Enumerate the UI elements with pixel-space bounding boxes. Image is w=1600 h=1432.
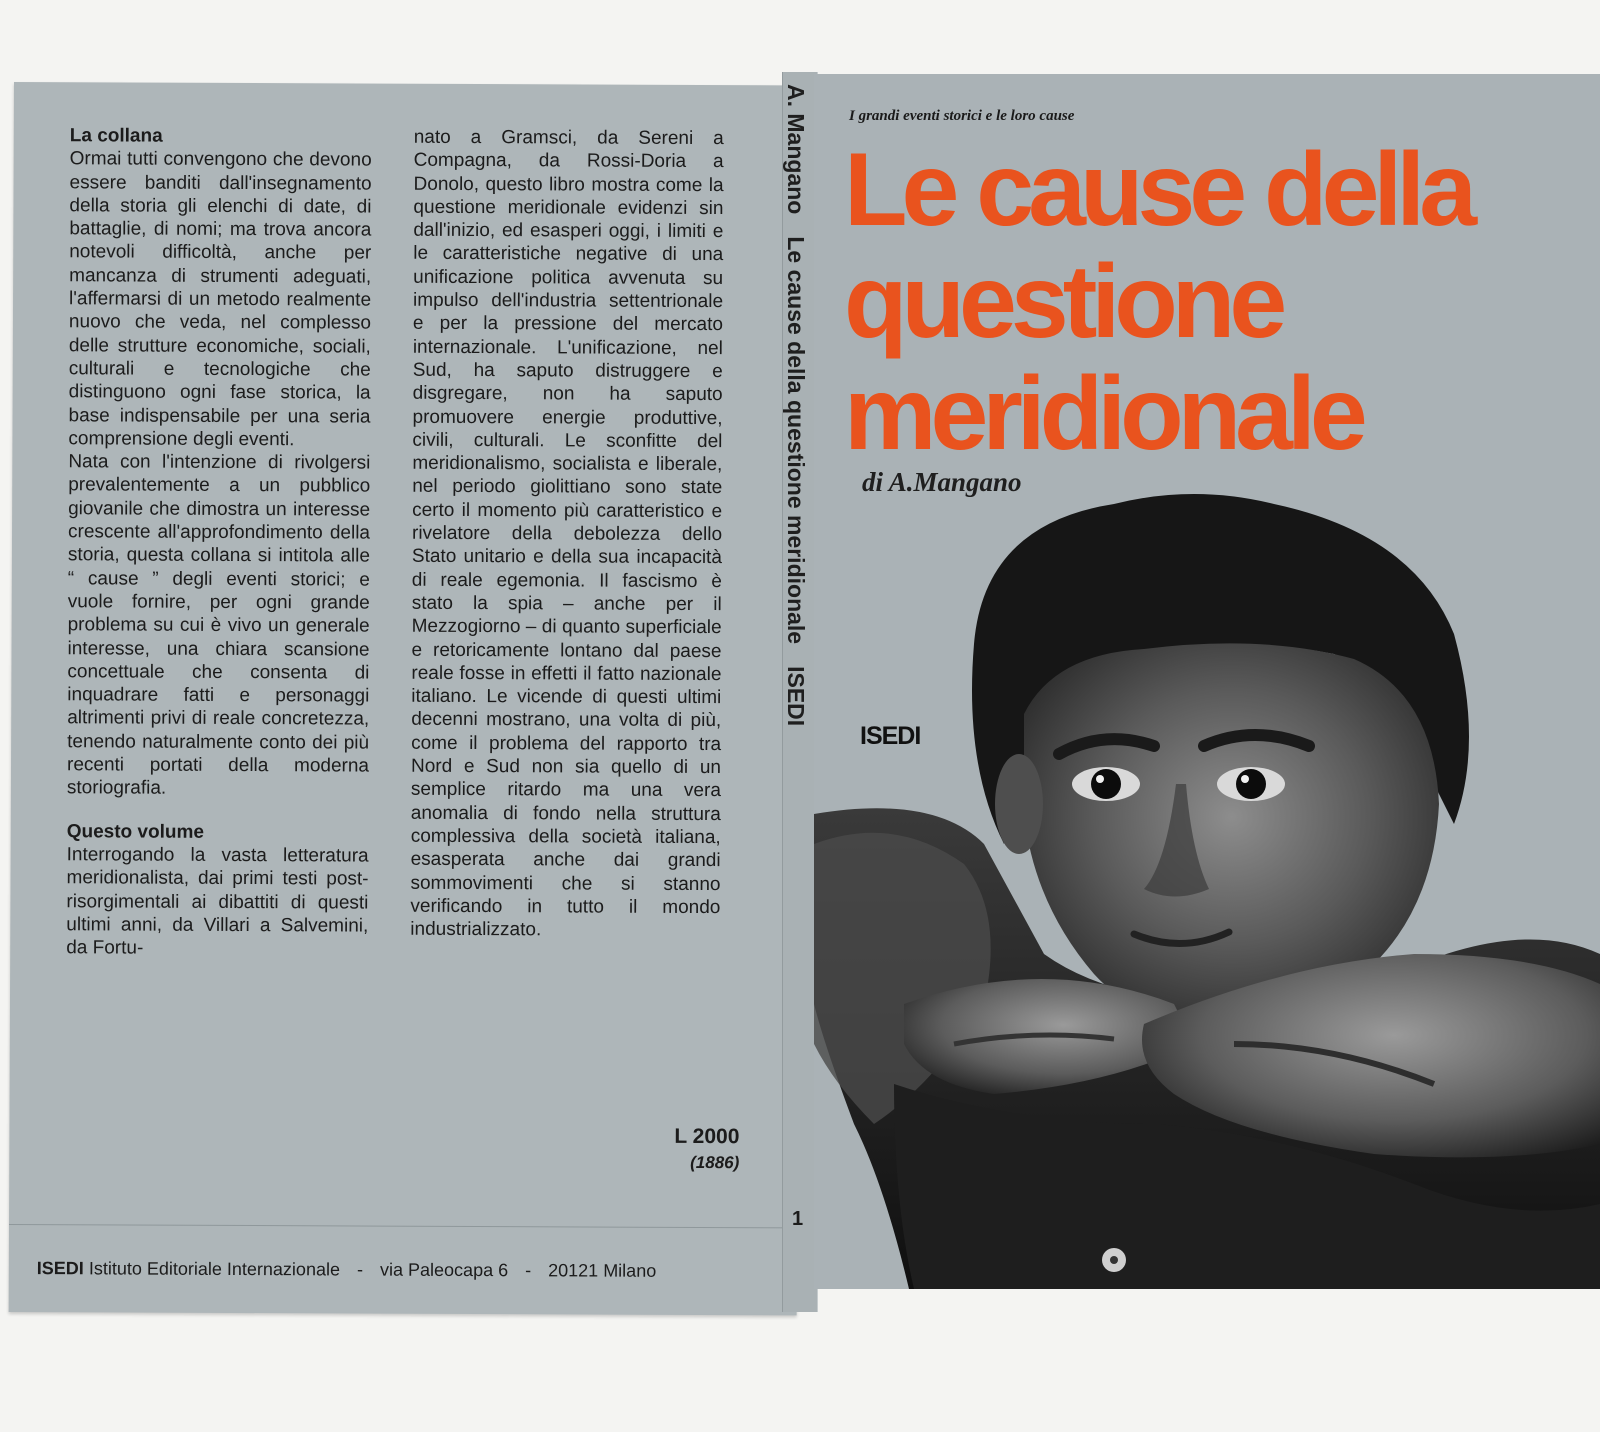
volume-paragraph-continued: nato a Gramsci, da Sereni a Compagna, da Rossi-Doria a Donolo, questo libro mostra come la questione meridionale evidenzi sin dall'inizio, ed esasperi oggi, i limiti e le caratteristiche negative di una unificazione politica avvenuta su impulso dell'industria settentrionale e per la pressione del mercato internazionale. L'unificazione, nel Sud, ha saputo distruggere e disgregare, non ha saputo promuovere energie produttive, civili, culturali. Le sconfitte del meridionalismo, socialista e liberale, nel periodo giolittiano sono state certo il momento più caratteristico e rivelatore della debolezza dello Stato unitario e della sua incapacità di reale egemonia. Il fascismo è stato la spia – anche per il Mezzogiorno – di quanto superficiale e retoricamente lontano dal paese reale fosse in effetti il fatto nazionale italiano. Le vicende di questi ultimi decenni mostrano, una volta di più, come il problema del rapporto tra Nord e Sud non sia quello di un semplice ritardo ma una vera anomalia di fondo nella struttura complessiva della società italiana, esasperata anche dai grandi sommovimenti che si stanno verificando in tutto il mondo industrializzato. — [410, 126, 724, 941]
book-title-line-1: Le cause della — [844, 132, 1472, 248]
collana-paragraph-2: Nata con l'intenzione di rivolgersi prevalentemente a un pubblico giovanile che dimostra un interesse crescente all'approfondimento della storia, questa collana si intitola alle “ cause ” degli eventi storici; e vuole fornire, per ogni grande problema su cui è vivo un generale interesse, una chiara scansione concettuale che consenta di inquadrare fatti e personaggi altrimenti privi di reale concretezza, tenendo naturalmente conto dei più recenti portati della moderna storiografia. — [66, 451, 371, 799]
footer-city: 20121 Milano — [548, 1260, 657, 1281]
boy-portrait-photo — [814, 484, 1600, 1289]
back-text-left-column — [66, 124, 372, 961]
book-title-line-3: meridionale — [844, 356, 1362, 472]
back-text-right-column — [410, 126, 724, 943]
publisher-logo-text: ISEDI — [860, 722, 921, 750]
footer-address: via Paleocapa 6 — [379, 1259, 509, 1281]
footer-separator-2: - — [525, 1260, 532, 1281]
footer-separator: - — [356, 1259, 364, 1280]
spine-title: Le cause della questione meridionale — [783, 236, 809, 645]
footer-publisher-name: Istituto Editoriale Internazionale — [88, 1258, 341, 1280]
collana-paragraph: Ormai tutti convengono che devono essere banditi dall'insegnamento della storia gli elenchi di date, di battaglie, di nomi; ma trova ancora notevoli difficoltà, anche per mancanza di strumenti adeguati, l'affermarsi di un metodo realmente nuovo che veda, nel complesso delle strutture economiche, sociali, culturali e tecnologiche che distinguono ogni fase storica, la base indispensabile per una seria comprensione degli eventi. — [68, 148, 372, 451]
spine-publisher: ISEDI — [783, 666, 809, 727]
price: L 2000 — [674, 1124, 740, 1149]
volume-paragraph: Interrogando la vasta letteratura meridionalista, dai primi testi post-risorgimentali ai dibattiti di questi ultimi anni, da Villari a Salvemini, da Fortu- — [66, 844, 369, 959]
author-name: di A.Mangano — [862, 467, 1022, 497]
spine-author: A. Mangano — [783, 84, 809, 215]
front-cover — [814, 74, 1600, 1289]
book-title-line-2: questione — [844, 244, 1282, 360]
volume-heading: Questo volume — [66, 820, 205, 843]
series-title: I grandi eventi storici e le loro cause — [849, 108, 1075, 124]
footer-publisher: ISEDI — [36, 1258, 84, 1279]
open-book — [0, 78, 1600, 1318]
spine-volume-number: 1 — [792, 1208, 804, 1230]
price-code: (1886) — [690, 1152, 740, 1173]
back-cover — [9, 82, 802, 1315]
publisher-footer — [37, 1258, 757, 1282]
collana-heading: La collana — [69, 125, 163, 147]
footer-divider — [9, 1224, 797, 1228]
spine-text — [782, 84, 809, 726]
spine — [782, 72, 818, 1312]
book-title — [844, 134, 1564, 470]
